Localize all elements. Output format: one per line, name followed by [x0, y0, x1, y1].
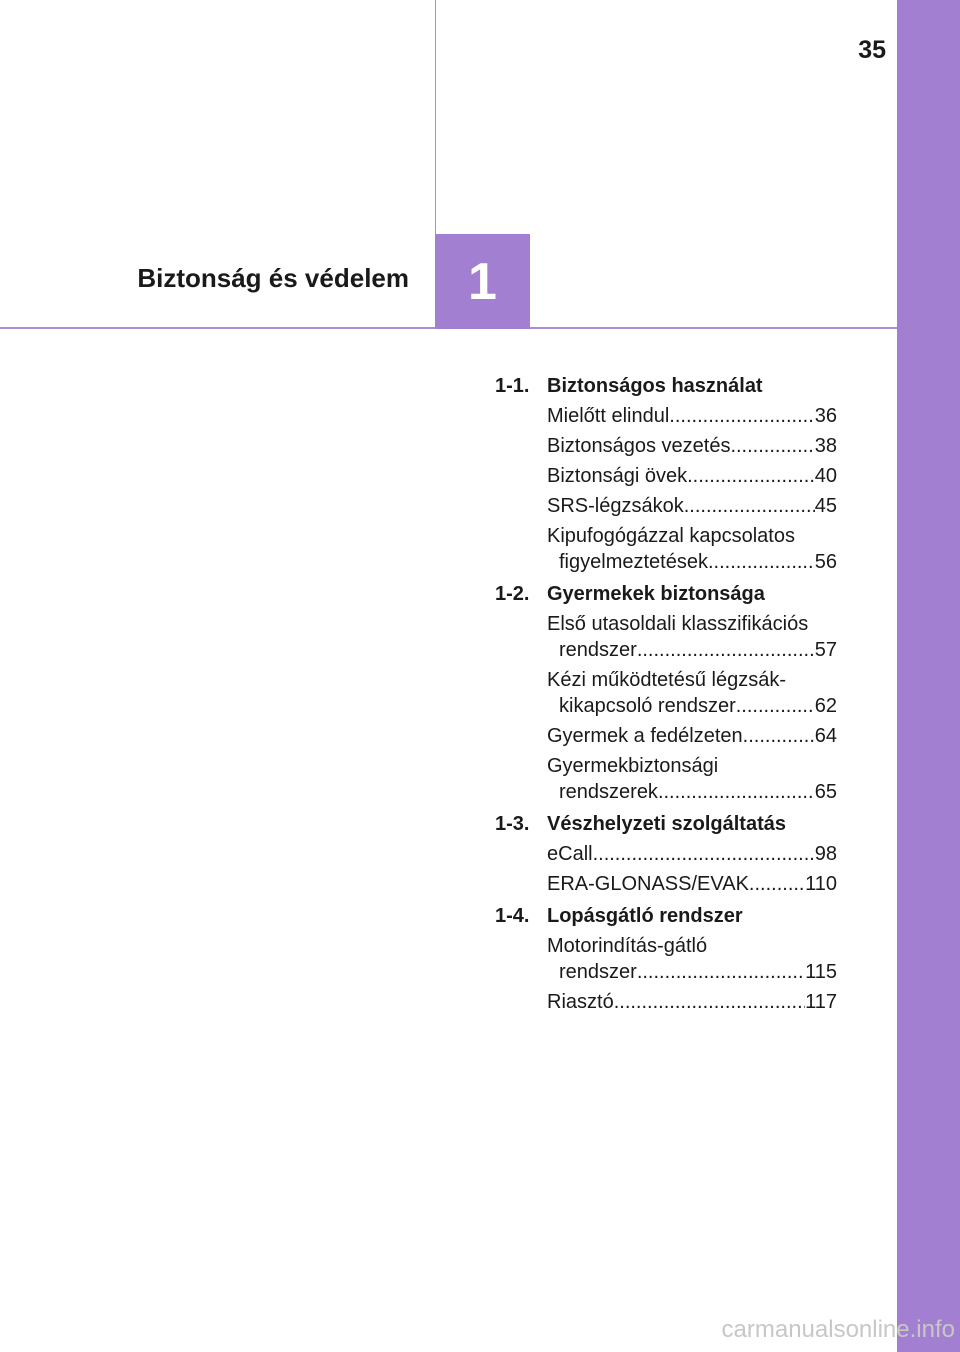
vertical-divider [435, 0, 436, 234]
toc-entry[interactable] [547, 463, 837, 489]
dot-leader [658, 779, 815, 805]
entry-line [547, 933, 837, 959]
entry-line [547, 667, 837, 693]
toc-section [495, 373, 837, 575]
dot-leader [669, 403, 814, 429]
entry-page-number: 38 [814, 435, 837, 457]
entry-line [547, 637, 837, 663]
dot-leader [684, 493, 815, 519]
dot-leader [637, 959, 805, 985]
entry-line [547, 611, 837, 637]
entry-page-number: 36 [814, 405, 837, 427]
section-heading[interactable] [495, 581, 837, 607]
chapter-title: Biztonság és védelem [137, 263, 409, 293]
entry-page-number: 57 [814, 639, 837, 661]
toc-entry[interactable] [547, 723, 837, 749]
toc-section [495, 811, 837, 897]
entry-page-number: 64 [814, 725, 837, 747]
toc-section [495, 581, 837, 805]
entry-page-number: 45 [814, 495, 837, 517]
entry-line [547, 493, 837, 519]
entry-text: SRS-légzsákok [547, 495, 684, 517]
entry-text: Kipufogógázzal kapcsolatos [547, 525, 795, 547]
section-title: Lopásgátló rendszer [547, 905, 743, 927]
entry-text: eCall [547, 843, 593, 865]
entry-text: figyelmeztetések [559, 551, 708, 573]
toc-entry[interactable] [547, 403, 837, 429]
page-number: 35 [858, 36, 886, 64]
entry-page-number: 98 [814, 843, 837, 865]
entry-text: Motorindítás-gátló [547, 935, 708, 957]
entry-page-number: 115 [805, 961, 837, 983]
entry-line [547, 433, 837, 459]
toc-entry[interactable] [547, 523, 837, 575]
entry-text: Mielőtt elindul [547, 405, 670, 427]
toc-entry[interactable] [547, 611, 837, 663]
entry-text: kikapcsoló rendszer [559, 695, 736, 717]
entry-line [547, 549, 837, 575]
entry-page-number: 40 [814, 465, 837, 487]
entry-line [547, 693, 837, 719]
entry-page-number: 62 [814, 695, 837, 717]
entry-text: Kézi működtetésű légzsák- [547, 669, 787, 691]
chapter-number-box [435, 234, 530, 329]
entry-page-number: 110 [805, 873, 837, 895]
section-title: Vészhelyzeti szolgáltatás [547, 813, 786, 835]
toc-entry[interactable] [547, 871, 837, 897]
toc-entry[interactable] [547, 989, 837, 1015]
dot-leader [687, 463, 815, 489]
entry-text: ERA-GLONASS/EVAK [547, 873, 749, 895]
entry-line [547, 871, 837, 897]
entry-text: Riasztó [547, 991, 614, 1013]
section-heading[interactable] [495, 903, 837, 929]
dot-leader [637, 637, 815, 663]
entry-line [547, 753, 837, 779]
section-number: 1-1. [495, 375, 530, 397]
section-heading[interactable] [495, 373, 837, 399]
toc-entry[interactable] [547, 493, 837, 519]
dot-leader [708, 549, 815, 575]
toc-entry[interactable] [547, 933, 837, 985]
toc-entry[interactable] [547, 667, 837, 719]
section-number: 1-3. [495, 813, 530, 835]
dot-leader [743, 723, 815, 749]
watermark: carmanualsonline.info [721, 1316, 955, 1343]
entry-page-number: 65 [814, 781, 837, 803]
chapter-number: 1 [468, 252, 497, 311]
entry-text: Biztonságos vezetés [547, 435, 731, 457]
toc-entry[interactable] [547, 753, 837, 805]
entry-line [547, 841, 837, 867]
entry-line [547, 723, 837, 749]
dot-leader [730, 433, 814, 459]
dot-leader [736, 693, 815, 719]
dot-leader [593, 841, 815, 867]
entry-text: Gyermekbiztonsági [547, 755, 719, 777]
dot-leader [749, 871, 805, 897]
toc-entry[interactable] [547, 433, 837, 459]
entry-line [547, 463, 837, 489]
dot-leader [614, 989, 805, 1015]
entry-line [547, 523, 837, 549]
entry-text: Biztonsági övek [547, 465, 688, 487]
entry-line [547, 779, 837, 805]
entry-text: rendszer [559, 639, 637, 661]
entry-page-number: 56 [814, 551, 837, 573]
table-of-contents [495, 373, 837, 1021]
entry-text: rendszer [559, 961, 637, 983]
section-heading[interactable] [495, 811, 837, 837]
entry-page-number: 117 [805, 991, 837, 1013]
section-number: 1-2. [495, 583, 530, 605]
entry-text: rendszerek [559, 781, 658, 803]
entry-text: Első utasoldali klasszifikációs [547, 613, 809, 635]
section-number: 1-4. [495, 905, 530, 927]
section-title: Biztonságos használat [547, 375, 763, 397]
toc-entry[interactable] [547, 841, 837, 867]
toc-section [495, 903, 837, 1015]
chapter-side-tab [897, 0, 960, 1352]
entry-line [547, 959, 837, 985]
entry-line [547, 989, 837, 1015]
entry-text: Gyermek a fedélzeten [547, 725, 743, 747]
entry-line [547, 403, 837, 429]
section-title: Gyermekek biztonsága [547, 583, 765, 605]
